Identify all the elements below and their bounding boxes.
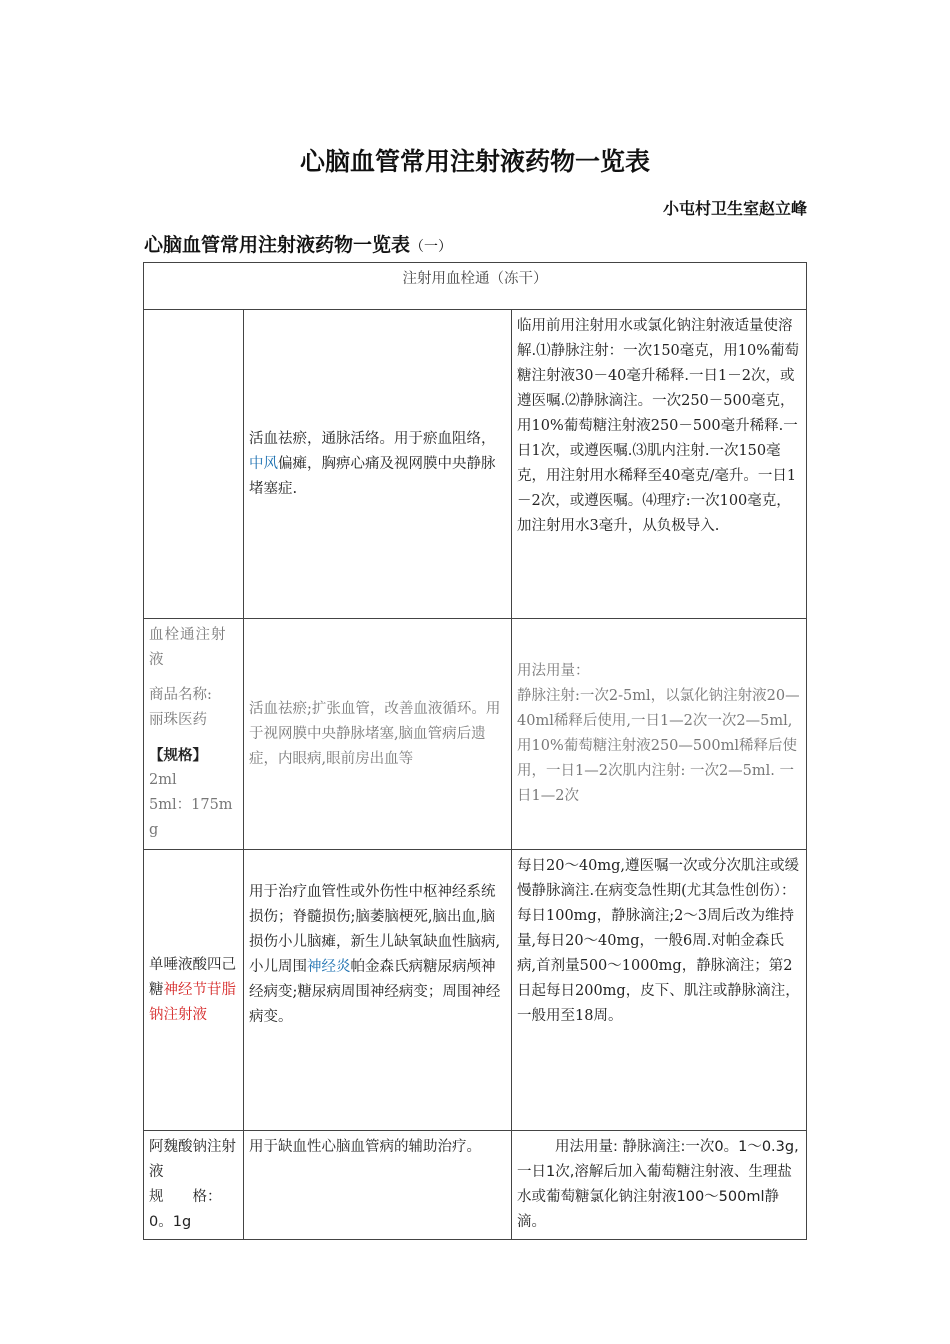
table-row: [144, 310, 807, 619]
indication-text: 偏瘫，胸痹心痛及视网膜中央静脉堵塞症.: [249, 455, 496, 497]
indication-cell: 用于缺血性心脑血管病的辅助治疗。: [244, 1131, 512, 1240]
dosage-cell: 每日20～40mg,遵医嘱一次或分次肌注或缓慢静脉滴注.在病变急性期(尤其急性创伤）：每日100mg，静脉滴注;2～3周后改为维持量,每日20～40mg，一般6周.对帕金森氏病,首剂量500～1000mg，静脉滴注；第2日起每日200mg，皮下、肌注或静脉滴注，一般用至18周。: [512, 850, 807, 1131]
drug-table: [143, 262, 807, 1240]
dosage-label: 用法用量：: [517, 663, 590, 679]
indication-link[interactable]: 神经炎: [307, 959, 351, 975]
spec-label: 规 格：: [149, 1189, 222, 1205]
drug-name: 单唾液酸四己糖: [149, 956, 236, 998]
indication-text: 活血祛瘀，通脉活络。用于瘀血阻络，: [249, 430, 496, 447]
document-title: 心脑血管常用注射液药物一览表: [299, 147, 650, 176]
dosage-cell: [512, 619, 807, 850]
spec-value: 0。1g: [149, 1214, 192, 1230]
dosage-text: 静脉注射:一次2-5ml，以氯化钠注射液20—40ml稀释后使用,一日1—2次一次2—5ml,用10%葡萄糖注射液250—500ml稀释后使用，一日1—2次肌内注射: 一次2—5ml. 一日1—2次: [517, 688, 800, 804]
indication-cell: [244, 850, 512, 1131]
drug-name-cell: [144, 1131, 244, 1240]
table-header-row: [144, 263, 807, 310]
drug-name-highlight: 神经节苷脂钠注射液: [149, 981, 236, 1023]
section-title-text: 心脑血管常用注射液药物一览表: [144, 234, 411, 256]
dosage-cell: 用法用量: 静脉滴注:一次0。1～0.3g,一日1次,溶解后加入葡萄糖注射液、生理盐水或葡萄糖氯化钠注射液100～500ml静滴。: [512, 1131, 807, 1240]
section-title-suffix: （一）: [410, 239, 453, 255]
spec-label: 【规格】: [149, 747, 207, 764]
indication-cell: 活血祛瘀;扩张血管，改善血液循环。用于视网膜中央静脉堵塞,脑血管病后遗症，内眼病,眼前房出血等: [244, 619, 512, 850]
table-row: [144, 619, 807, 850]
drug-name-cell: [144, 310, 244, 619]
table-header-cell: 注射用血栓通（冻干）: [144, 263, 807, 310]
indication-link[interactable]: 中风: [249, 455, 278, 472]
table-row: [144, 1131, 807, 1240]
brand-name: 丽珠医药: [149, 712, 207, 728]
brand-label: 商品名称:: [149, 687, 212, 703]
author-line: 小屯村卫生室赵立峰: [662, 199, 807, 218]
section-title: [144, 230, 452, 257]
indication-cell: [244, 310, 512, 619]
indication-text: 帕金森氏病糖尿病颅神经病变;糖尿病周围神经病变；周围神经病变。: [249, 959, 501, 1025]
spec-value: 5ml：175mg: [149, 797, 233, 838]
drug-name: 阿魏酸钠注射液: [149, 1139, 236, 1180]
indication-text: 用于治疗血管性或外伤性中枢神经系统损伤；脊髓损伤;脑萎脑梗死,脑出血,脑损伤小儿脑瘫，新生儿缺氧缺血性脑病,小儿周围: [249, 884, 501, 975]
drug-name-cell: [144, 619, 244, 850]
drug-name-cell: [144, 850, 244, 1131]
dosage-cell: 临用前用注射用水或氯化钠注射液适量使溶解.⑴静脉注射：一次150毫克，用10%葡萄糖注射液30－40毫升稀释.一日1－2次，或遵医嘱.⑵静脉滴注。一次250－500毫克，用10%葡萄糖注射液250－500毫升稀释.一日1次，或遵医嘱.⑶肌内注射.一次150毫克，用注射用水稀释至40毫克/毫升。一日1－2次，或遵医嘱。⑷理疗:一次100毫克，加注射用水3毫升，从负极导入.: [512, 310, 807, 619]
drug-name: 血栓通注射液: [149, 627, 227, 668]
table-row: [144, 850, 807, 1131]
spec-value: 2ml: [149, 772, 177, 788]
